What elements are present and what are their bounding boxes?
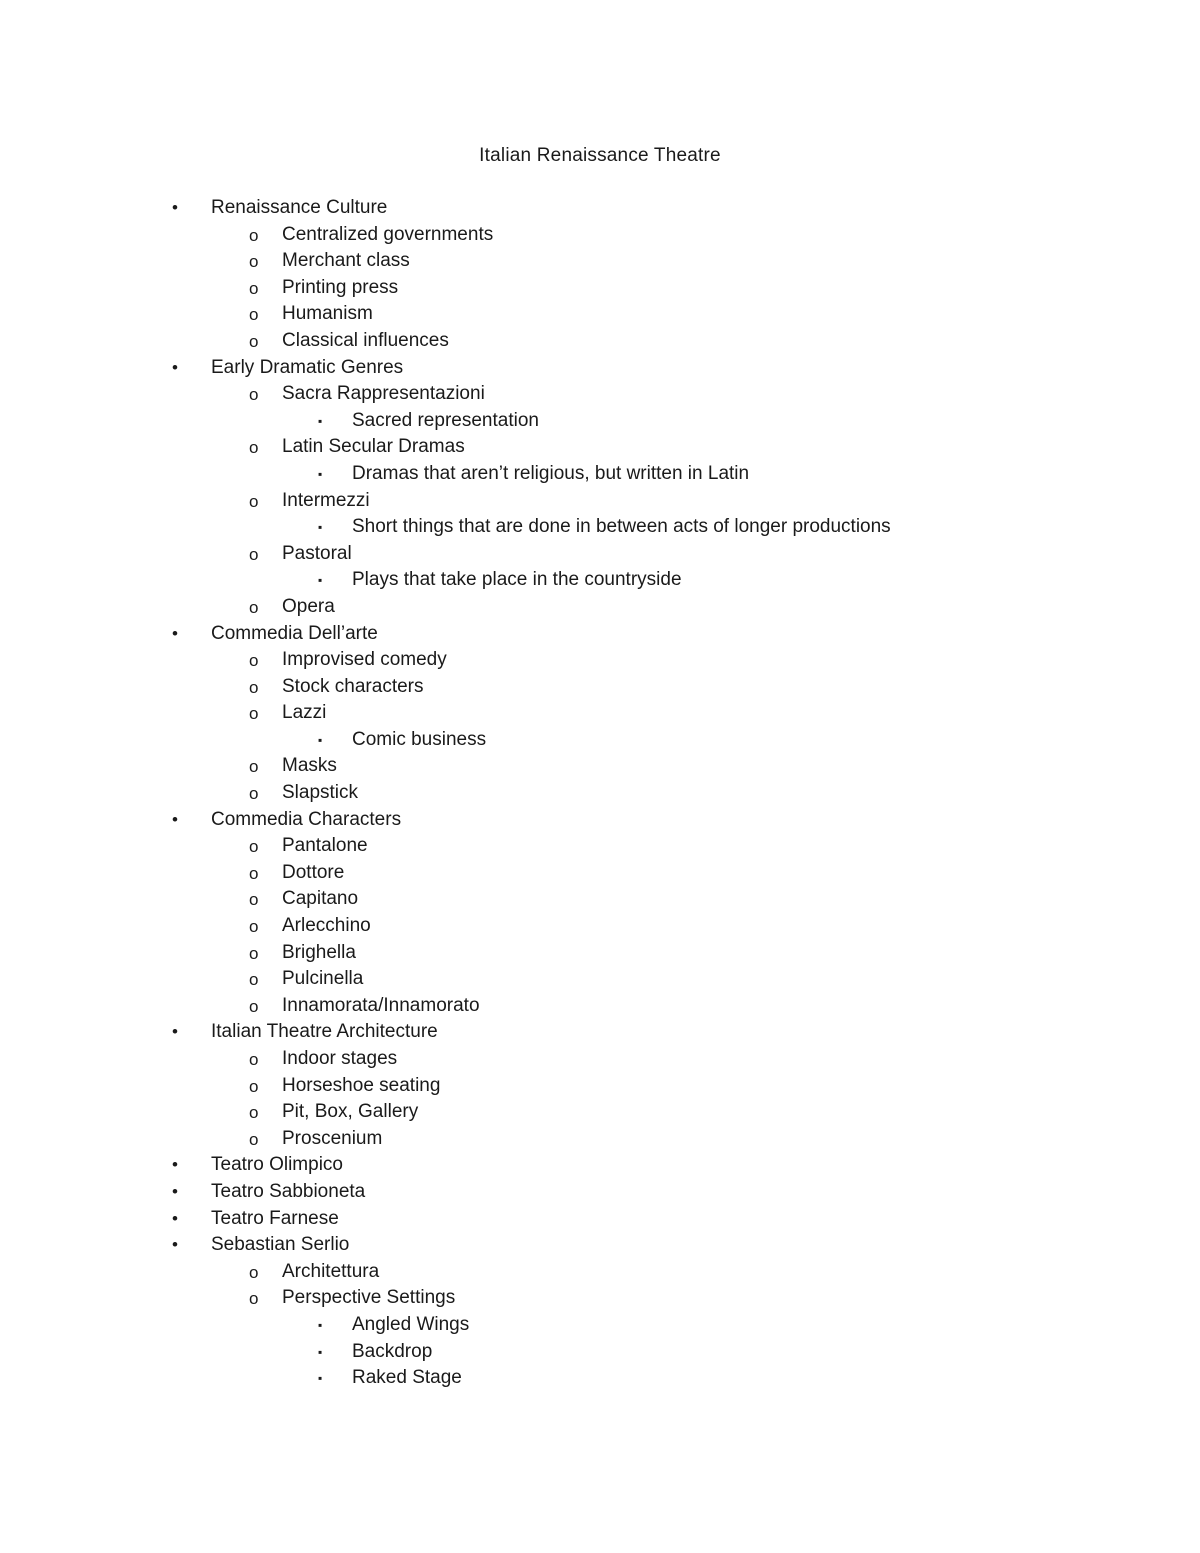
outline-detail <box>0 514 1200 541</box>
bullet-square-icon: ▪ <box>318 413 323 428</box>
outline-subtopic <box>0 1259 1200 1286</box>
outline-subtopic <box>0 966 1200 993</box>
bullet-square-icon: ▪ <box>318 466 323 481</box>
outline-item-text: Innamorata/Innamorato <box>282 994 480 1016</box>
outline-subtopic <box>0 301 1200 328</box>
outline-item-text: Architettura <box>282 1260 380 1282</box>
outline-subtopic <box>0 833 1200 860</box>
outline-topic <box>0 807 1200 834</box>
outline-detail <box>0 408 1200 435</box>
bullet-circle-icon: o <box>249 1076 259 1096</box>
outline-item-text: Sacra Rappresentazioni <box>282 383 485 405</box>
outline-detail <box>0 727 1200 754</box>
outline-subtopic <box>0 1073 1200 1100</box>
outline-item-text: Pantalone <box>282 835 368 857</box>
outline-item-text: Latin Secular Dramas <box>282 436 465 458</box>
outline-subtopic <box>0 275 1200 302</box>
bullet-square-icon: ▪ <box>318 1371 323 1386</box>
outline-subtopic <box>0 647 1200 674</box>
outline-item-text: Proscenium <box>282 1127 383 1149</box>
outline-subtopic <box>0 886 1200 913</box>
outline-item-text: Early Dramatic Genres <box>211 356 404 378</box>
outline-item-text: Pastoral <box>282 542 352 564</box>
outline-item-text: Dottore <box>282 861 345 883</box>
outline-detail <box>0 567 1200 594</box>
outline-item-text: Italian Theatre Architecture <box>211 1021 438 1043</box>
outline-detail <box>0 1365 1200 1392</box>
bullet-circle-icon: o <box>249 1129 259 1149</box>
bullet-circle-icon: o <box>249 863 259 883</box>
bullet-circle-icon: o <box>249 837 259 857</box>
outline-subtopic <box>0 913 1200 940</box>
outline-item-text: Opera <box>282 595 335 617</box>
outline-item-text: Horseshoe seating <box>282 1074 441 1096</box>
outline-topic <box>0 621 1200 648</box>
outline-subtopic <box>0 1126 1200 1153</box>
outline-item-text: Raked Stage <box>352 1367 462 1389</box>
bullet-circle-icon: o <box>249 704 259 724</box>
bullet-square-icon: ▪ <box>318 1344 323 1359</box>
bullet-circle-icon: o <box>249 996 259 1016</box>
outline-item-text: Arlecchino <box>282 915 371 937</box>
bullet-square-icon: ▪ <box>318 732 323 747</box>
outline-subtopic <box>0 488 1200 515</box>
document-title: Italian Renaissance Theatre <box>479 145 721 166</box>
outline-item-text: Dramas that aren’t religious, but written in Latin <box>352 462 750 484</box>
outline-subtopic <box>0 248 1200 275</box>
outline-item-text: Sebastian Serlio <box>211 1234 350 1256</box>
outline-detail <box>0 461 1200 488</box>
outline-item-text: Sacred representation <box>352 409 539 431</box>
bullet-dot-icon: • <box>172 1181 178 1201</box>
outline-item-text: Classical influences <box>282 329 449 351</box>
outline-item-text: Capitano <box>282 888 359 910</box>
bullet-circle-icon: o <box>249 1050 259 1069</box>
outline-item-text: Lazzi <box>282 702 327 724</box>
bullet-circle-icon: o <box>249 677 259 697</box>
bullet-circle-icon: o <box>249 784 259 804</box>
bullet-dot-icon: • <box>172 809 178 829</box>
outline-subtopic <box>0 594 1200 621</box>
outline-subtopic <box>0 674 1200 701</box>
bullet-circle-icon: o <box>249 225 259 245</box>
bullet-circle-icon: o <box>249 890 259 910</box>
bullet-circle-icon: o <box>249 252 259 272</box>
outline-item-text: Humanism <box>282 303 373 325</box>
outline-subtopic <box>0 541 1200 568</box>
bullet-dot-icon: • <box>172 1022 178 1042</box>
outline-item-text: Pulcinella <box>282 968 364 990</box>
bullet-circle-icon: o <box>249 970 259 990</box>
bullet-circle-icon: o <box>249 438 259 458</box>
outline-item-text: Stock characters <box>282 675 424 697</box>
bullet-square-icon: ▪ <box>318 573 323 588</box>
outline-topic <box>0 1232 1200 1259</box>
bullet-dot-icon: • <box>172 1155 178 1175</box>
outline-item-text: Teatro Olimpico <box>211 1154 343 1176</box>
bulleted-outline <box>0 195 1200 1392</box>
bullet-circle-icon: o <box>249 385 259 405</box>
bullet-circle-icon: o <box>249 491 259 511</box>
outline-item-text: Teatro Farnese <box>211 1207 339 1229</box>
outline-item-text: Commedia Dell’arte <box>211 622 378 644</box>
bullet-circle-icon: o <box>249 544 259 564</box>
outline-item-text: Teatro Sabbioneta <box>211 1180 366 1202</box>
bullet-dot-icon: • <box>172 357 178 377</box>
outline-topic <box>0 195 1200 222</box>
bullet-circle-icon: o <box>249 651 259 671</box>
outline-subtopic <box>0 1046 1200 1073</box>
outline-subtopic <box>0 434 1200 461</box>
outline-detail <box>0 1339 1200 1366</box>
bullet-dot-icon: • <box>172 1235 178 1255</box>
outline-item-text: Masks <box>282 755 337 777</box>
bullet-dot-icon: • <box>172 623 178 643</box>
bullet-circle-icon: o <box>249 917 259 937</box>
bullet-circle-icon: o <box>249 1103 259 1123</box>
bullet-circle-icon: o <box>249 278 259 298</box>
bullet-circle-icon: o <box>249 597 259 617</box>
outline-item-text: Printing press <box>282 276 399 298</box>
outline-item-text: Slapstick <box>282 782 359 804</box>
outline-topic <box>0 1179 1200 1206</box>
outline-subtopic <box>0 993 1200 1020</box>
bullet-square-icon: ▪ <box>318 520 323 535</box>
outline-item-text: Backdrop <box>352 1340 433 1362</box>
outline-subtopic <box>0 940 1200 967</box>
bullet-circle-icon: o <box>249 757 259 777</box>
outline-subtopic <box>0 1285 1200 1312</box>
outline-topic <box>0 1152 1200 1179</box>
outline-item-text: Commedia Characters <box>211 808 402 830</box>
outline-subtopic <box>0 1099 1200 1126</box>
bullet-square-icon: ▪ <box>318 1317 323 1332</box>
outline-item-text: Pit, Box, Gallery <box>282 1101 419 1123</box>
outline-item-text: Centralized governments <box>282 223 494 245</box>
bullet-dot-icon: • <box>172 1208 178 1228</box>
outline-detail <box>0 1312 1200 1339</box>
outline-item-text: Angled Wings <box>352 1313 470 1335</box>
bullet-circle-icon: o <box>249 943 259 963</box>
outline-item-text: Intermezzi <box>282 489 370 511</box>
outline-item-text: Comic business <box>352 728 487 750</box>
outline-subtopic <box>0 381 1200 408</box>
outline-topic <box>0 1019 1200 1046</box>
outline-item-text: Improvised comedy <box>282 649 447 671</box>
outline-item-text: Indoor stages <box>282 1048 398 1069</box>
outline-subtopic <box>0 222 1200 249</box>
outline-subtopic <box>0 753 1200 780</box>
bullet-circle-icon: o <box>249 331 259 351</box>
bullet-dot-icon: • <box>172 198 178 217</box>
bullet-circle-icon: o <box>249 305 259 325</box>
outline-item-text: Renaissance Culture <box>211 197 388 218</box>
outline-subtopic <box>0 700 1200 727</box>
outline-item-text: Plays that take place in the countryside <box>352 569 682 591</box>
outline-topic <box>0 355 1200 382</box>
outline-item-text: Brighella <box>282 941 356 963</box>
outline-subtopic <box>0 328 1200 355</box>
outline-subtopic <box>0 860 1200 887</box>
bullet-circle-icon: o <box>249 1262 259 1282</box>
bullet-circle-icon: o <box>249 1289 259 1309</box>
outline-subtopic <box>0 780 1200 807</box>
outline-item-text: Short things that are done in between acts of longer productions <box>352 516 891 538</box>
outline-topic <box>0 1206 1200 1233</box>
outline-item-text: Perspective Settings <box>282 1287 456 1309</box>
outline-item-text: Merchant class <box>282 250 410 272</box>
